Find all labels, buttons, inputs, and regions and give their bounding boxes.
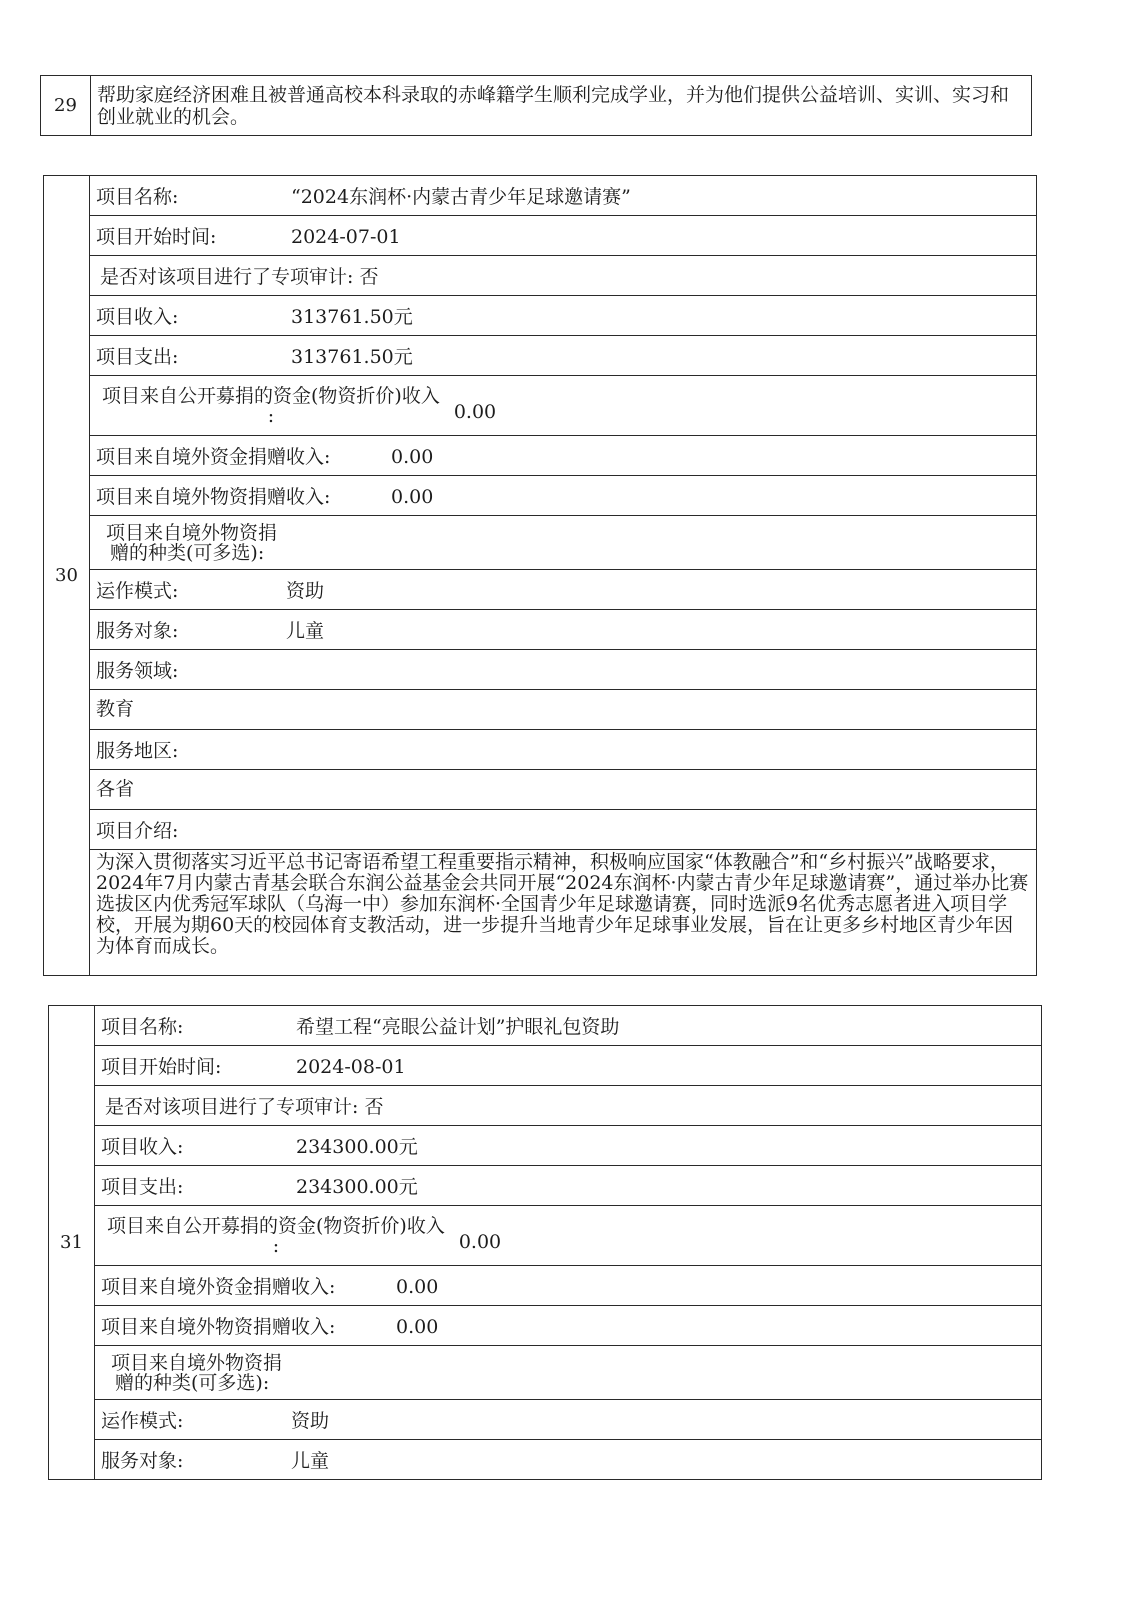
start-date-label: 项目开始时间: [101, 1056, 222, 1078]
region-value: 各省 [96, 778, 135, 800]
project-name-label: 项目名称: [96, 186, 179, 208]
audit-text: 是否对该项目进行了专项审计: 否 [100, 266, 379, 288]
region-label: 服务地区: [96, 740, 179, 762]
foreign-goods-value: 0.00 [396, 1316, 439, 1338]
goods-type-row [90, 516, 1037, 570]
foreign-goods-value: 0.00 [391, 486, 434, 508]
expense-row [90, 336, 1037, 376]
region-label-row [90, 730, 1037, 770]
foreign-fund-label: 项目来自境外资金捐赠收入: [96, 446, 331, 468]
goods-type-label: 项目来自境外物资捐 [111, 1351, 283, 1374]
mode-value: 资助 [291, 1410, 330, 1432]
expense-value: 313761.50元 [291, 346, 413, 368]
field-value: 教育 [96, 698, 135, 720]
audit-text: 是否对该项目进行了专项审计: 否 [105, 1096, 384, 1118]
goods-type-row [95, 1346, 1042, 1400]
income-row [95, 1126, 1042, 1166]
intro-label: 项目介绍: [96, 820, 179, 842]
foreign-goods-label: 项目来自境外物资捐赠收入: [101, 1316, 336, 1338]
goods-type-label-2: 赠的种类(可多选): [115, 1371, 270, 1394]
audit-row [95, 1086, 1042, 1126]
foreign-fund-value: 0.00 [396, 1276, 439, 1298]
income-row [90, 296, 1037, 336]
public-fund-value: 0.00 [453, 400, 497, 423]
target-value: 儿童 [291, 1450, 330, 1472]
income-value: 234300.00元 [296, 1136, 418, 1158]
expense-value: 234300.00元 [296, 1176, 418, 1198]
public-fund-label: 项目来自公开募捐的资金(物资折价)收入 [102, 384, 440, 407]
income-label: 项目收入: [101, 1136, 184, 1158]
goods-type-label: 项目来自境外物资捐 [106, 521, 278, 544]
expense-label: 项目支出: [101, 1176, 184, 1198]
public-fund-row [90, 376, 1037, 436]
project-name-value: “2024东润杯·内蒙古青少年足球邀请赛” [291, 186, 631, 208]
field-value-row [90, 690, 1037, 730]
start-date-row [95, 1046, 1042, 1086]
item-30-table [43, 175, 1037, 976]
intro-label-row [90, 810, 1037, 850]
mode-label: 运作模式: [96, 580, 179, 602]
project-name-row [90, 176, 1037, 216]
target-row [90, 610, 1037, 650]
foreign-fund-row [90, 436, 1037, 476]
project-name-row [95, 1006, 1042, 1046]
audit-row [90, 256, 1037, 296]
foreign-fund-value: 0.00 [391, 446, 434, 468]
public-fund-row [95, 1206, 1042, 1266]
mode-value: 资助 [286, 580, 325, 602]
item-number: 30 [44, 176, 90, 976]
public-fund-value: 0.00 [458, 1230, 502, 1253]
start-date-value: 2024-08-01 [296, 1056, 406, 1078]
public-fund-label-colon: : [267, 404, 275, 427]
income-value: 313761.50元 [291, 306, 413, 328]
income-label: 项目收入: [96, 306, 179, 328]
item-number: 29 [41, 76, 91, 136]
item-29-table [40, 75, 1032, 136]
foreign-goods-row [95, 1306, 1042, 1346]
region-value-row [90, 770, 1037, 810]
foreign-fund-label: 项目来自境外资金捐赠收入: [101, 1276, 336, 1298]
mode-row [95, 1400, 1042, 1440]
project-name-value: 希望工程“亮眼公益计划”护眼礼包资助 [296, 1016, 620, 1038]
project-name-label: 项目名称: [101, 1016, 184, 1038]
target-value: 儿童 [286, 620, 325, 642]
expense-row [95, 1166, 1042, 1206]
intro-text: 为深入贯彻落实习近平总书记寄语希望工程重要指示精神，积极响应国家“体教融合”和“乡村振兴”战略要求，2024年7月内蒙古青基会联合东润公益基金会共同开展“2024东润杯·内蒙古青少年足球邀请赛”，通过举办比赛选拔区内优秀冠军球队（乌海一中）参加东润杯·全国青少年足球邀请赛，同时选派9名优秀志愿者进入项目学校，开展为期60天的校园体育支教活动，进一步提升当地青少年足球事业发展，旨在让更多乡村地区青少年因为体育而成长。 [90, 850, 1037, 976]
target-label: 服务对象: [96, 620, 179, 642]
expense-label: 项目支出: [96, 346, 179, 368]
mode-label: 运作模式: [101, 1410, 184, 1432]
field-label: 服务领域: [96, 660, 179, 682]
public-fund-label: 项目来自公开募捐的资金(物资折价)收入 [107, 1214, 445, 1237]
foreign-fund-row [95, 1266, 1042, 1306]
goods-type-label-2: 赠的种类(可多选): [110, 541, 265, 564]
foreign-goods-label: 项目来自境外物资捐赠收入: [96, 486, 331, 508]
field-label-row [90, 650, 1037, 690]
target-label: 服务对象: [101, 1450, 184, 1472]
item-number: 31 [49, 1006, 95, 1480]
item-31-table [48, 1005, 1042, 1480]
start-date-value: 2024-07-01 [291, 226, 401, 248]
mode-row [90, 570, 1037, 610]
start-date-row [90, 216, 1037, 256]
public-fund-label-colon: : [272, 1234, 280, 1257]
foreign-goods-row [90, 476, 1037, 516]
target-row [95, 1440, 1042, 1480]
project-goal-text: 帮助家庭经济困难且被普通高校本科录取的赤峰籍学生顺利完成学业，并为他们提供公益培训、实训、实习和创业就业的机会。 [91, 76, 1032, 136]
start-date-label: 项目开始时间: [96, 226, 217, 248]
